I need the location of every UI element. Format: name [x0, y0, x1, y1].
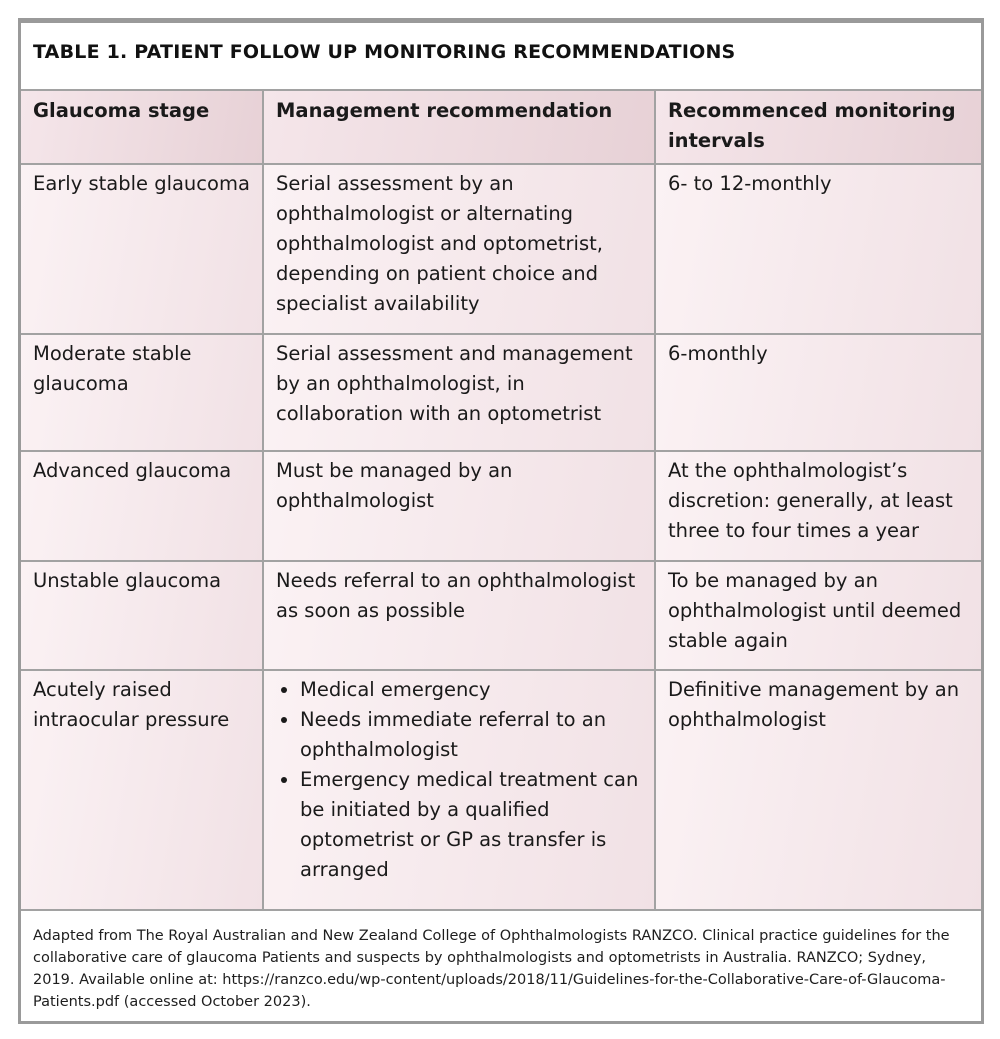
list-item: • Medical emergency: [300, 675, 646, 705]
management-cell: Needs referral to an ophthalmologist as soon as possible: [263, 561, 655, 670]
management-cell: Must be managed by an ophthalmologist: [263, 451, 655, 561]
header-glaucoma-stage: Glaucoma stage: [21, 90, 263, 164]
stage-cell: Early stable glaucoma: [21, 164, 263, 334]
stage-cell: Acutely raised intraocular pressure: [21, 670, 263, 910]
table-row: [21, 670, 981, 910]
interval-cell: To be managed by an ophthalmologist until deemed stable again: [655, 561, 981, 670]
table-number: TABLE 1.: [33, 41, 128, 63]
header-row: [21, 90, 981, 164]
management-bullet-list: [276, 675, 646, 885]
interval-cell: At the ophthalmologist’s discretion: generally, at least three to four times a year: [655, 451, 981, 561]
table-row: [21, 561, 981, 670]
interval-cell: 6- to 12-monthly: [655, 164, 981, 334]
header-monitoring-intervals: Recommenced monitoring intervals: [655, 90, 981, 164]
interval-cell: Definitive management by an ophthalmologist: [655, 670, 981, 910]
list-item: • Needs immediate referral to an ophthalmologist: [300, 705, 646, 765]
table-title-text: PATIENT FOLLOW UP MONITORING RECOMMENDATIONS: [134, 41, 736, 63]
source-footnote: Adapted from The Royal Australian and New Zealand College of Ophthalmologists RANZCO. Clinical practice guidelines for the collaborative care of glaucoma Patients and suspects by ophthalmologists and optometrists in Australia. RANZCO; Sydney, 2019. Available online at: https://ranzco.edu/wp-content/uploads/2018/11/Guidelines-for-the-Collaborative-Care-of-Glaucoma-Patients.pdf (accessed October 2023).: [33, 928, 950, 1010]
interval-cell: 6-monthly: [655, 334, 981, 451]
table-title: [21, 23, 981, 89]
stage-cell: Advanced glaucoma: [21, 451, 263, 561]
table-row: [21, 451, 981, 561]
management-cell: [263, 670, 655, 910]
management-cell: Serial assessment by an ophthalmologist or alternating ophthalmologist and optometrist, depending on patient choice and specialist availability: [263, 164, 655, 334]
table-frame: [18, 18, 984, 1024]
recommendations-table: [21, 89, 981, 911]
header-management-recommendation: Management recommendation: [263, 90, 655, 164]
stage-cell: Moderate stable glaucoma: [21, 334, 263, 451]
list-item: • Emergency medical treatment can be initiated by a qualified optometrist or GP as transfer is arranged: [300, 765, 646, 885]
table-row: [21, 164, 981, 334]
management-cell: Serial assessment and management by an ophthalmologist, in collaboration with an optometrist: [263, 334, 655, 451]
table-row: [21, 334, 981, 451]
stage-cell: Unstable glaucoma: [21, 561, 263, 670]
